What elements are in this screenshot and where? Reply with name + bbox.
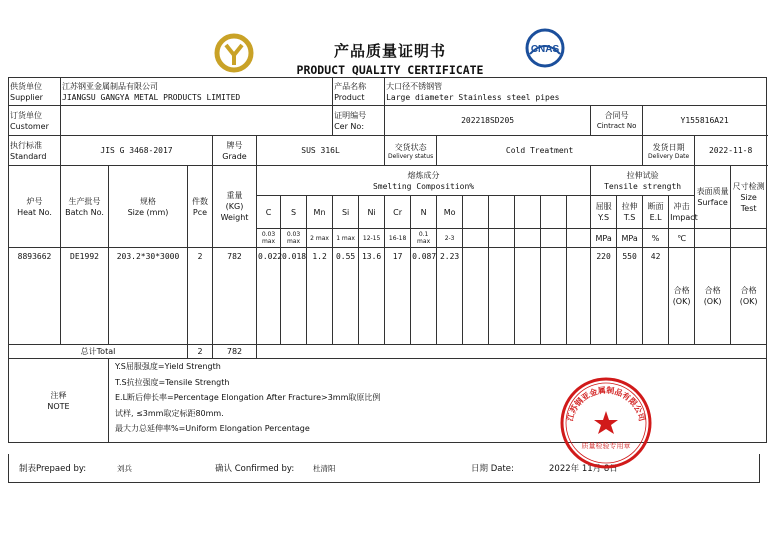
el-value: 42 <box>643 248 669 345</box>
contract-label: 合同号 Cintract No <box>591 106 643 136</box>
delivery-label: 交货状态 Delivery status <box>385 136 437 166</box>
supplier-row <box>9 78 767 106</box>
chem-cr: 17 <box>385 248 411 345</box>
heat-value: 8893662 <box>9 248 61 345</box>
title-cn: 产品质量证明书 <box>333 42 446 60</box>
chem-c: 0.022 <box>257 248 281 345</box>
pce-header: 件数 Pce <box>188 166 213 248</box>
element-mn: Mn <box>307 196 333 229</box>
cert-no-label: 证明编号 Cer No: <box>333 106 385 136</box>
standard-label: 执行标准 Standard <box>9 136 61 166</box>
cnas-logo <box>524 28 566 72</box>
prepared-by: 刘兵 <box>117 464 132 473</box>
note-line: 试样, ≤3mm取定标距80mm. <box>115 408 224 418</box>
element-blank <box>567 196 591 229</box>
date-label: 发货日期 Delivery Date <box>643 136 695 166</box>
cnas-text: CNAS <box>530 44 560 55</box>
unit-el: % <box>643 229 669 248</box>
standard-value: JIS G 3468-2017 <box>61 136 213 166</box>
ts-value: 550 <box>617 248 643 345</box>
cert-no-value: 202218SD205 <box>385 106 591 136</box>
element-mo: Mo <box>437 196 463 229</box>
note-line: Y.S屈服强度=Yield Strength <box>115 362 221 371</box>
note-line: E.L断后伸长率=Percentage Elongation After Fracture>3mm取原比例 <box>115 393 381 402</box>
size-value: 203.2*30*3000 <box>109 248 188 345</box>
customer-value <box>61 106 333 136</box>
element-cr: Cr <box>385 196 411 229</box>
delivery-value: Cold Treatment <box>437 136 643 166</box>
total-label: 总计Total <box>9 345 188 359</box>
chem-ni: 13.6 <box>359 248 385 345</box>
el-header: 断面 E.L <box>643 196 669 229</box>
seal-center-text: 质量检验专用章 <box>581 442 631 450</box>
chem-n: 0.087 <box>411 248 437 345</box>
total-pce: 2 <box>188 345 213 359</box>
note-line: T.S抗拉强度=Tensile Strength <box>115 377 230 387</box>
batch-value: DE1992 <box>61 248 109 345</box>
element-s: S <box>281 196 307 229</box>
unit-ts: MPa <box>617 229 643 248</box>
seal-star-icon <box>594 411 618 434</box>
size-header: 规格 Size (mm) <box>109 166 188 248</box>
limit-ni: 12-15 <box>359 229 385 248</box>
title-en: PRODUCT QUALITY CERTIFICATE <box>296 63 484 77</box>
note-line: 最大力总延伸率%=Uniform Elongation Percentage <box>115 424 310 433</box>
company-logo <box>214 33 254 77</box>
certificate-title <box>290 40 490 77</box>
date-label: 日期 Date: <box>471 464 514 474</box>
limit-s: 0.03 max <box>281 229 307 248</box>
element-n: N <box>411 196 437 229</box>
ys-value: 220 <box>591 248 617 345</box>
total-row <box>9 345 767 359</box>
limit-cr: 16-18 <box>385 229 411 248</box>
element-ni: Ni <box>359 196 385 229</box>
chem-mo: 2.23 <box>437 248 463 345</box>
size-test-header: 尺寸检测 Size Test <box>731 166 767 229</box>
contract-value: Y155816A21 <box>643 106 767 136</box>
quality-seal <box>558 375 654 475</box>
grade-label: 牌号 Grade <box>213 136 257 166</box>
grade-value: SUS 316L <box>257 136 385 166</box>
seal-ring-text: 江苏钢亚金属制品有限公司 <box>565 385 647 423</box>
pce-value: 2 <box>188 248 213 345</box>
date-value: 2022年 11月 8日 <box>549 464 618 474</box>
chem-si: 0.55 <box>333 248 359 345</box>
impact-header: 冲击 Impact <box>669 196 695 229</box>
heat-header: 炉号 Heat No. <box>9 166 61 248</box>
date-value: 2022-11-8 <box>695 136 767 166</box>
customer-label: 订货单位 Customer <box>9 106 61 136</box>
prepared-label: 制表Prepaed by: <box>19 464 87 474</box>
product-value: 大口径不锈钢管 Large diameter Stainless steel pipes <box>385 78 767 106</box>
batch-header: 生产批号 Batch No. <box>61 166 109 248</box>
chem-mn: 1.2 <box>307 248 333 345</box>
limit-mn: 2 max <box>307 229 333 248</box>
weight-header: 重量 (KG) Weight <box>213 166 257 248</box>
column-header-row-1 <box>9 166 767 196</box>
ys-header: 屈服 Y.S <box>591 196 617 229</box>
unit-impact: ℃ <box>669 229 695 248</box>
element-blank <box>489 196 515 229</box>
notes-body <box>109 359 767 443</box>
smelting-header: 熔炼成分 Smelting Composition% <box>257 166 591 196</box>
customer-row <box>9 106 767 136</box>
limit-c: 0.03 max <box>257 229 281 248</box>
element-si: Si <box>333 196 359 229</box>
product-label: 产品名称 Product <box>333 78 385 106</box>
surface-header: 表面质量 Surface <box>695 166 731 229</box>
weight-value: 782 <box>213 248 257 345</box>
chem-s: 0.018 <box>281 248 307 345</box>
ts-header: 拉伸 T.S <box>617 196 643 229</box>
total-weight: 782 <box>213 345 257 359</box>
impact-result: 合格 (OK) <box>669 248 695 345</box>
limit-n: 0.1 max <box>411 229 437 248</box>
unit-ys: MPa <box>591 229 617 248</box>
supplier-value: 江苏钢亚金属制品有限公司 JIANGSU GANGYA METAL PRODUCTS LIMITED <box>61 78 333 106</box>
notes-label: 注释 NOTE <box>9 359 109 443</box>
element-blank <box>463 196 489 229</box>
limit-si: 1 max <box>333 229 359 248</box>
standard-row <box>9 136 767 166</box>
element-blank <box>541 196 567 229</box>
element-blank <box>515 196 541 229</box>
tensile-header: 拉伸试验 Tensile strength <box>591 166 695 196</box>
size-test-result: 合格 (OK) <box>731 248 767 345</box>
supplier-label: 供货单位 Supplier <box>9 78 61 106</box>
data-row <box>9 248 767 345</box>
confirmed-label: 确认 Confirmed by: <box>215 464 295 474</box>
confirmed-by: 杜清阳 <box>313 464 336 473</box>
element-c: C <box>257 196 281 229</box>
limit-mo: 2-3 <box>437 229 463 248</box>
surface-result: 合格 (OK) <box>695 248 731 345</box>
